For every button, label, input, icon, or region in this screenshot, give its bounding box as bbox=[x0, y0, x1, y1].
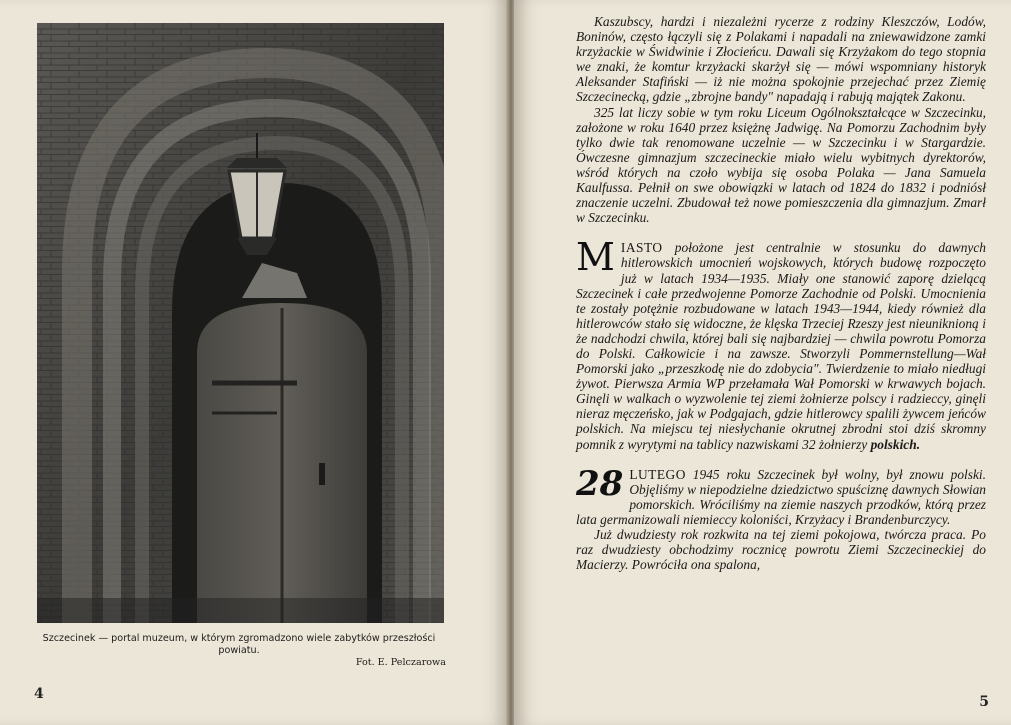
paragraph-knights: Kaszubscy, hardzi i niezależni rycerze z rodziny Kleszczów, Lodów, Boninów, często łączyli się z Polakami i napadali na zniewawidzone zamki krzyżackie w Świdwinie i Złocieńcu. Dawali się Krzyżakom do tego stopnia we znaki, że komtur krzyżacki skarżył się — mówi wspomniany historyk Aleksander Stafiński — iż nie można spokojnie przejechać przez Ziemię Szczecinecką, gdzie „zbrojne bandy" napadają i rabują majątek Zakonu. bbox=[576, 14, 986, 105]
portal-photo-image bbox=[37, 23, 444, 623]
paragraph-lyceum: 325 lat liczy sobie w tym roku Liceum Ogólnokształcące w Szczecinku, założone w roku 1640 przez księżnę Jadwigę. Na Pomorzu Zachodnim były tylko dwie tak renomowane uczelnie — w Szczecinku i w Stargardzie. Ówczesne gimnazjum szczecineckie miało wielu wybitnych dyrektorów, wśród których na czoło wybija się osoba Polaka — Jana Samuela Kaulfussa. Pełnił on swe obowiązki w latach od 1824 do 1832 i podniósł znaczenie uczelni. Zbudował też nowe pomieszczenia dla gimnazjum. Zmarł w Szczecinku. bbox=[576, 104, 986, 226]
body-text bbox=[576, 14, 986, 572]
right-page bbox=[514, 0, 1011, 725]
dropcap-28: 28 bbox=[576, 463, 624, 504]
paragraph-city-text: położone jest centralnie w stosunku do dawnych hitlerowskich umocnień wojskowych, których budowę rozpoczęto już w latach 1934—1935. Miały one stanowić zaporę dzielącą Szczecinek i całe przedwojenne Pomorze Zachodnie od Polski. Umocnienia te zostały potężnie rozbudowane w latach 1943—1944, kiedy również dla hitlerowców stało się widoczne, że klęska Trzeciej Rzeszy jest nieuniknioną i że nadchodzi chwila, której bali się najbardziej — chwila powrotu Pomorza do Polski. Całkowicie i na zawsze. Stworzyli Pommernstellung—Wał Pomorski jako „przeszkodę nie do zdobycia". Twierdzenie to miało niedługi żywot. Pierwsza Armia WP przełamała Wał Pomorski w krwawych bojach. Ginęli w walkach o wyzwolenie tej ziemi żołnierze polscy i radzieccy, ginęli nieraz męczeńsko, jak w Podgajach, gdzie hitlerowcy spalili żywcem jeńców polskich. Na miejscu tej niesłychanie okrutnej zbrodni stoi dziś skromny pomnik z wyrytymi na tablicy nazwiskami 32 żołnierzy bbox=[576, 240, 986, 452]
photo-caption bbox=[30, 633, 448, 657]
dropcap-m: M bbox=[576, 235, 615, 280]
lead-word-miasto: IASTO bbox=[620, 240, 663, 256]
caption-text: Szczecinek — portal muzeum, w którym zgromadzono wiele zabytków przeszłości powiatu. bbox=[42, 633, 436, 656]
photo-credit: Fot. E. Pelczarowa bbox=[355, 657, 446, 668]
page-number-left: 4 bbox=[34, 686, 44, 702]
lead-word-lutego: LUTEGO bbox=[629, 466, 686, 482]
paragraph-liberation bbox=[576, 463, 986, 527]
paragraph-liberation-text: 1945 roku Szczecinek był wolny, był znowu polski. Objęliśmy w niepodzielne dziedzictwo spuściznę dawnych Słowian pomorskich. Wróciliśmy na ziemie naszych przodków, którą przez lata germanizowali niemieccy koloniści, Krzyżacy i Brandenburczycy. bbox=[576, 466, 986, 527]
paragraph-city-ending: polskich. bbox=[870, 436, 921, 452]
paragraph-twentieth: Już dwudziesty rok rozkwita na tej ziemi pokojowa, twórcza praca. Po raz dwudziesty obchodzimy rocznicę powrotu Ziemi Szczecineckiej do Macierzy. Powróciła ona spalona, bbox=[576, 527, 986, 573]
page-number-right: 5 bbox=[979, 694, 989, 710]
paragraph-city bbox=[576, 235, 986, 452]
portal-photograph bbox=[37, 23, 444, 623]
